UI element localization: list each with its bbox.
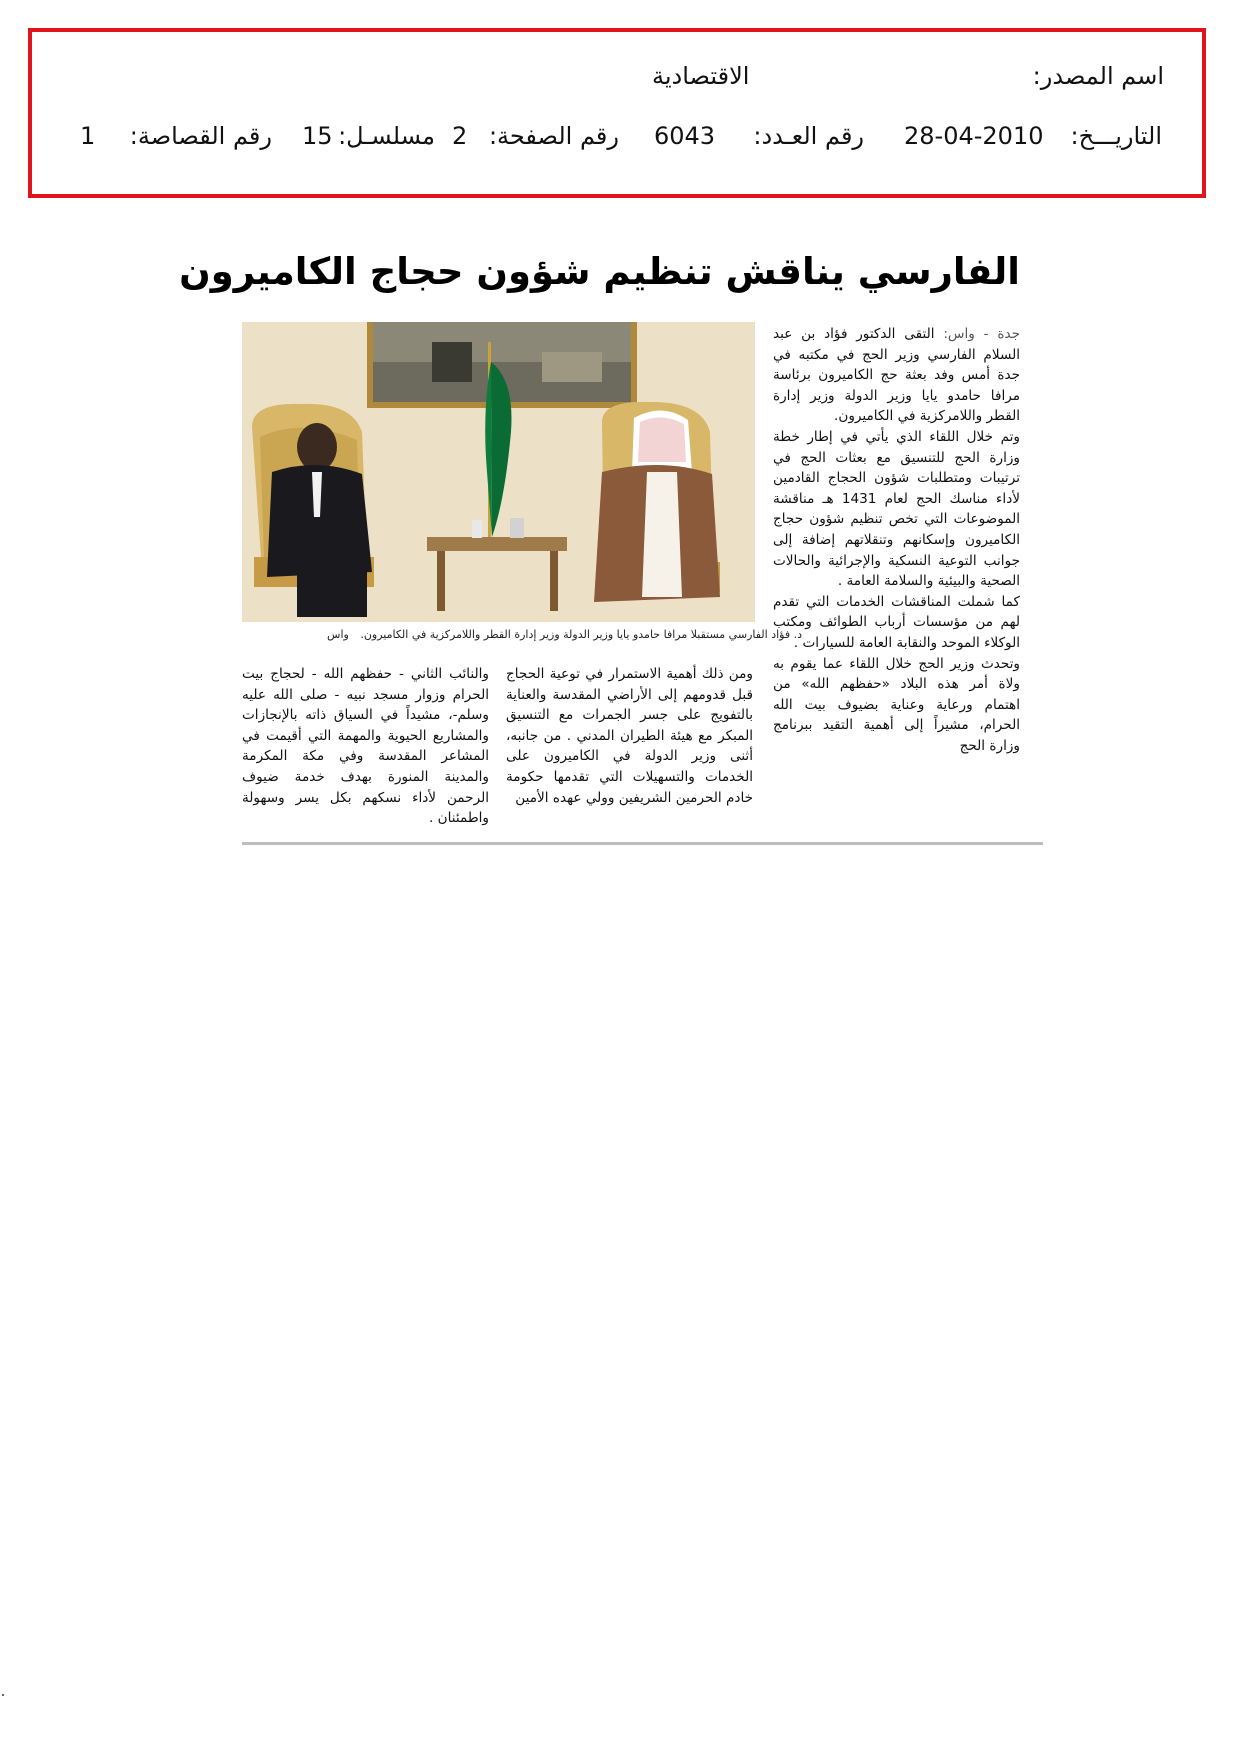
paragraph: ومن ذلك أهمية الاستمرار في توعية الحجاج قبل قدومهم إلى الأراضي المقدسة والعناية بالتفويج على جسر الجمرات مع التنسيق المبكر مع هيئة الطيران المدني . من جانبه، أثنى وزير الدولة في الكاميرون على الخدمات والتسهيلات التي تقدمها حكومة خادم الحرمين الشريفين وولي عهده الأمين [506,666,753,806]
page-label: رقم الصفحة: [488,122,619,150]
issue-value: 6043 [654,122,716,150]
serial-label: مسلسـل: [338,122,435,150]
clipping-metadata-box [28,28,1206,198]
paragraph: وتم خلال اللقاء الذي يأتي في إطار خطة وزارة الحج للتنسيق مع بعثات الحج في ترتيبات ومتطلبات شؤون الحجاج القادمين لأداء مناسك الحج لعام 1431 هـ مناقشة الموضوعات التي تخص تنظيم شؤون حجاج الكاميرون وإسكانهم وتنقلاتهم إضافة إلى جوانب التوعية النسكية والإجرائية والحالات الصحية والبيئية والسلامة العامة . [773,428,1021,590]
issue-label: رقم العـدد: [753,122,864,150]
paragraph: والنائب الثاني - حفظهم الله - لحجاج بيت الحرام وزوار مسجد نبيه - صلى الله عليه وسلم-، مشيداً في السياق ذاته بالإنجازات والمشاريع الحيوية والمهمة التي أقيمت في المشاعر المقدسة وفي مكة المكرمة والمدينة المنورة بهدف خدمة ضيوف الرحمن لأداء نسكهم بكل يسر وسهولة واطمئنان . [242,666,489,827]
scan-speck [2,1694,4,1696]
article-column-2 [506,664,753,808]
dateline: جدة - واس: [943,326,1020,342]
article-column-3 [242,664,489,829]
article-headline: الفارسي يناقش تنظيم شؤون حجاج الكاميرون [179,250,1020,293]
photo-caption [242,628,802,641]
date-label: التاريـــخ: [1070,122,1162,150]
article-photo [242,322,755,622]
page-value: 2 [452,122,468,150]
clip-value: 1 [80,122,96,150]
source-value: الاقتصادية [652,62,750,90]
source-label: اسم المصدر: [1032,62,1164,90]
serial-value: 15 [302,122,333,150]
paragraph-text: التقى الدكتور فؤاد بن عبد السلام الفارسي وزير الحج في مكتبه في جدة أمس وفد بعثة حج الكاميرون برئاسة مرافا حامدو يايا وزير الدولة وزير إدارة القطر واللامركزية في الكاميرون. [773,326,1020,425]
date-value: 28-04-2010 [904,122,1044,150]
caption-credit: واس [327,628,349,641]
article-column-1 [773,324,1020,756]
bottom-divider [242,842,1043,845]
paragraph: وتحدث وزير الحج خلال اللقاء عما يقوم به ولاة أمر هذه البلاد «حفظهم الله» من اهتمام ورعاية وعناية بضيوف بيت الله الحرام، مشيراً إلى أهمية التقيد ببرنامج وزارة الحج [773,655,1020,754]
paragraph: كما شملت المناقشات الخدمات التي تقدم لهم من مؤسسات أرباب الطوائف ومكتب الوكلاء الموحد والنقابة العامة للسيارات . [773,593,1020,651]
paragraph [773,324,1020,427]
caption-text: د. فؤاد الفارسي مستقبلا مرافا حامدو يايا وزير الدولة وزير إدارة القطر واللامركزية في الكاميرون. [360,628,802,641]
clip-label: رقم القصاصة: [129,122,272,150]
